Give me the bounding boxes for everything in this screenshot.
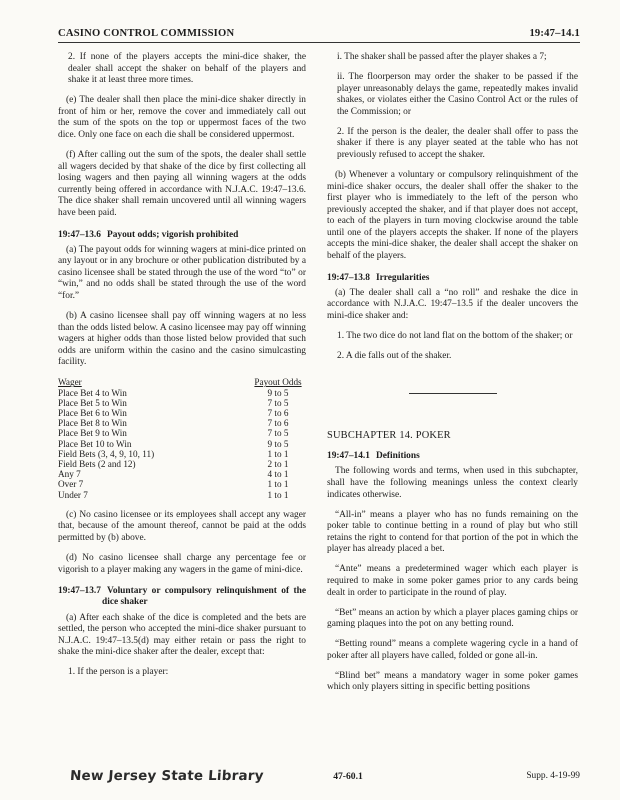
section-number: 19:47–14.1 <box>327 451 370 462</box>
section-heading-13-6 <box>58 230 306 241</box>
paragraph: (b) A casino licensee shall pay off winning wagers at no less than the odds listed below. A casino licensee may pay off winning wagers at higher odds than those listed below provided that such odds are uniform within the casino and the casino simulcasting facility. <box>58 311 306 368</box>
section-number: 19:47–13.7 <box>58 586 101 597</box>
paragraph: (d) No casino licensee shall charge any percentage fee or vigorish to a player making any wagers in the game of mini-dice. <box>58 553 306 575</box>
definition-betting-round: “Betting round” means a complete wagering cycle in a hand of poker after all players have called, folded or gone all-in. <box>327 639 578 661</box>
column-header-odds: Payout Odds <box>254 377 302 388</box>
paragraph: (e) The dealer shall then place the mini-dice shaker directly in front of him or her, remove the cover and immediately call out the sum of the spots on the top or uppermost faces of the two dice. Only one face on each die shall be considered uppermost. <box>58 95 306 140</box>
page-footer <box>70 768 580 784</box>
table-row <box>58 439 306 449</box>
section-number: 19:47–13.8 <box>327 272 370 283</box>
wager-cell: Field Bets (2 and 12) <box>58 459 136 470</box>
paragraph: (f) After calling out the sum of the spots, the dealer shall settle all wagers decided by that shake of the dice by first collecting all losing wagers and then paying all winning wagers at the odds currently being offered in accordance with N.J.A.C. 19:47–13.6. The dice shaker shall remain uncovered until all winning wagers have been paid. <box>58 149 306 218</box>
table-row <box>58 459 306 469</box>
odds-cell: 1 to 1 <box>267 448 289 459</box>
wager-cell: Under 7 <box>58 489 88 500</box>
paragraph: (b) Whenever a voluntary or compulsory relinquishment of the mini-dice shaker occurs, the dealer shall offer the shaker to the first player who is immediately to the left of the person who previously accepted the shaker, and if that player does not accept, to each of the players in turn moving clockwise around the table until one of the players accepts the shaker. If none of the players accepts the mini-dice shaker, the dealer shall accept the shaker on behalf of the players. <box>327 169 578 262</box>
wager-cell: Place Bet 6 to Win <box>58 408 127 419</box>
table-row <box>58 428 306 438</box>
library-stamp: New Jersey State Library <box>69 768 265 784</box>
odds-cell: 7 to 6 <box>267 408 289 419</box>
paragraph: 1. If the person is a player: <box>68 667 169 678</box>
paragraph: i. The shaker shall be passed after the player shakes a 7; <box>337 52 547 62</box>
definition-blind-bet: “Blind bet” means a mandatory wager in some poker games which only players sitting in specific betting positions <box>327 670 578 693</box>
odds-cell: 7 to 5 <box>267 428 289 439</box>
left-column <box>58 52 306 687</box>
wager-cell: Place Bet 5 to Win <box>58 397 127 408</box>
paragraph: The following words and terms, when used in this subchapter, shall have the following meanings unless the context clearly indicates otherwise. <box>327 466 578 500</box>
table-header-row <box>58 377 306 387</box>
paragraph: 1. The two dice do not land flat on the bottom of the shaker; or <box>337 331 573 342</box>
definition-ante: “Ante” means a predetermined wager which each player is required to make in some poker games prior to any cards being dealt in order to participate in the round of play. <box>327 564 578 598</box>
odds-cell: 1 to 1 <box>267 479 289 490</box>
payout-odds-table <box>58 377 306 499</box>
wager-cell: Place Bet 4 to Win <box>58 387 127 398</box>
odds-cell: 9 to 5 <box>267 438 289 449</box>
section-title: Voluntary or compulsory relinquishment of the dice shaker <box>102 586 306 608</box>
table-row <box>58 408 306 418</box>
odds-cell: 9 to 5 <box>267 387 289 398</box>
running-header <box>58 28 580 43</box>
right-column <box>327 52 578 702</box>
paragraph: (c) No casino licensee or its employees shall accept any wager that, because of the amount thereof, cannot be paid at the odds permitted by (b) above. <box>58 509 306 544</box>
definition-all-in: “All-in” means a player who has no funds remaining on the poker table to continue betting in a round of play but who still retains the right to contend for that portion of the pot in which the player has already placed a bet. <box>327 509 578 555</box>
table-row <box>58 490 306 500</box>
header-title: CASINO CONTROL COMMISSION <box>58 28 235 39</box>
odds-cell: 1 to 1 <box>267 489 289 500</box>
paragraph: 2. If none of the players accepts the mini-dice shaker, the dealer shall accept the shaker on behalf of the players and shake it at least three more times. <box>68 52 306 86</box>
section-number: 19:47–13.6 <box>58 229 101 240</box>
table-row <box>58 418 306 428</box>
section-heading-14-1 <box>327 451 578 462</box>
wager-cell: Place Bet 8 to Win <box>58 418 127 429</box>
column-header-wager: Wager <box>58 377 82 388</box>
section-heading-13-8 <box>327 273 578 284</box>
wager-cell: Place Bet 9 to Win <box>58 428 127 439</box>
wager-cell: Field Bets (3, 4, 9, 10, 11) <box>58 448 155 459</box>
odds-cell: 7 to 5 <box>267 397 289 408</box>
paragraph: 2. If the person is the dealer, the dealer shall offer to pass the shaker if there is any player seated at the table who has not previously refused to accept the shaker. <box>337 126 578 160</box>
paragraph: (a) After each shake of the dice is completed and the bets are settled, the person who accepted the mini-dice shaker pursuant to N.J.A.C. 19:47–13.5(d) may either retain or pass the right to shake the mini-dice shaker after the dealer, except that: <box>58 612 306 658</box>
section-divider <box>409 393 497 394</box>
table-row <box>58 449 306 459</box>
section-title: Definitions <box>375 451 420 462</box>
table-row <box>58 469 306 479</box>
definition-bet: “Bet” means an action by which a player places gaming chips or gaming plaques into the pot on any betting round. <box>327 607 578 630</box>
section-title: Irregularities <box>375 272 430 283</box>
wager-cell: Over 7 <box>58 479 84 490</box>
table-row <box>58 479 306 489</box>
paragraph: ii. The floorperson may order the shaker to be passed if the player unreasonably delays the game, repeatedly makes invalid shakes, or violates either the Casino Control Act or the rules of the Commission; or <box>337 71 578 117</box>
page-number: 47-60.1 <box>333 770 363 782</box>
wager-cell: Place Bet 10 to Win <box>58 438 132 449</box>
odds-cell: 2 to 1 <box>267 459 289 470</box>
subchapter-heading: SUBCHAPTER 14. POKER <box>327 429 451 441</box>
supplement-date: Supp. 4-19-99 <box>526 771 580 781</box>
table-row <box>58 388 306 398</box>
table-row <box>58 398 306 408</box>
odds-cell: 4 to 1 <box>267 469 289 480</box>
paragraph: 2. A die falls out of the shaker. <box>337 351 452 362</box>
section-title: Payout odds; vigorish prohibited <box>106 229 239 240</box>
wager-cell: Any 7 <box>58 469 81 480</box>
header-section: 19:47–14.1 <box>529 28 580 39</box>
section-heading-13-7 <box>58 586 306 608</box>
odds-cell: 7 to 6 <box>267 418 289 429</box>
paragraph: (a) The dealer shall call a “no roll” and reshake the dice in accordance with N.J.A.C. 19:47–13.5 if the dealer uncovers the mini-dice shaker and: <box>327 287 578 322</box>
paragraph: (a) The payout odds for winning wagers at mini-dice printed on any layout or in any brochure or other publication distributed by a casino licensee shall be stated through the use of the word “to” or “win,” and no odds shall be stated through the use of the word “for.” <box>58 244 306 302</box>
